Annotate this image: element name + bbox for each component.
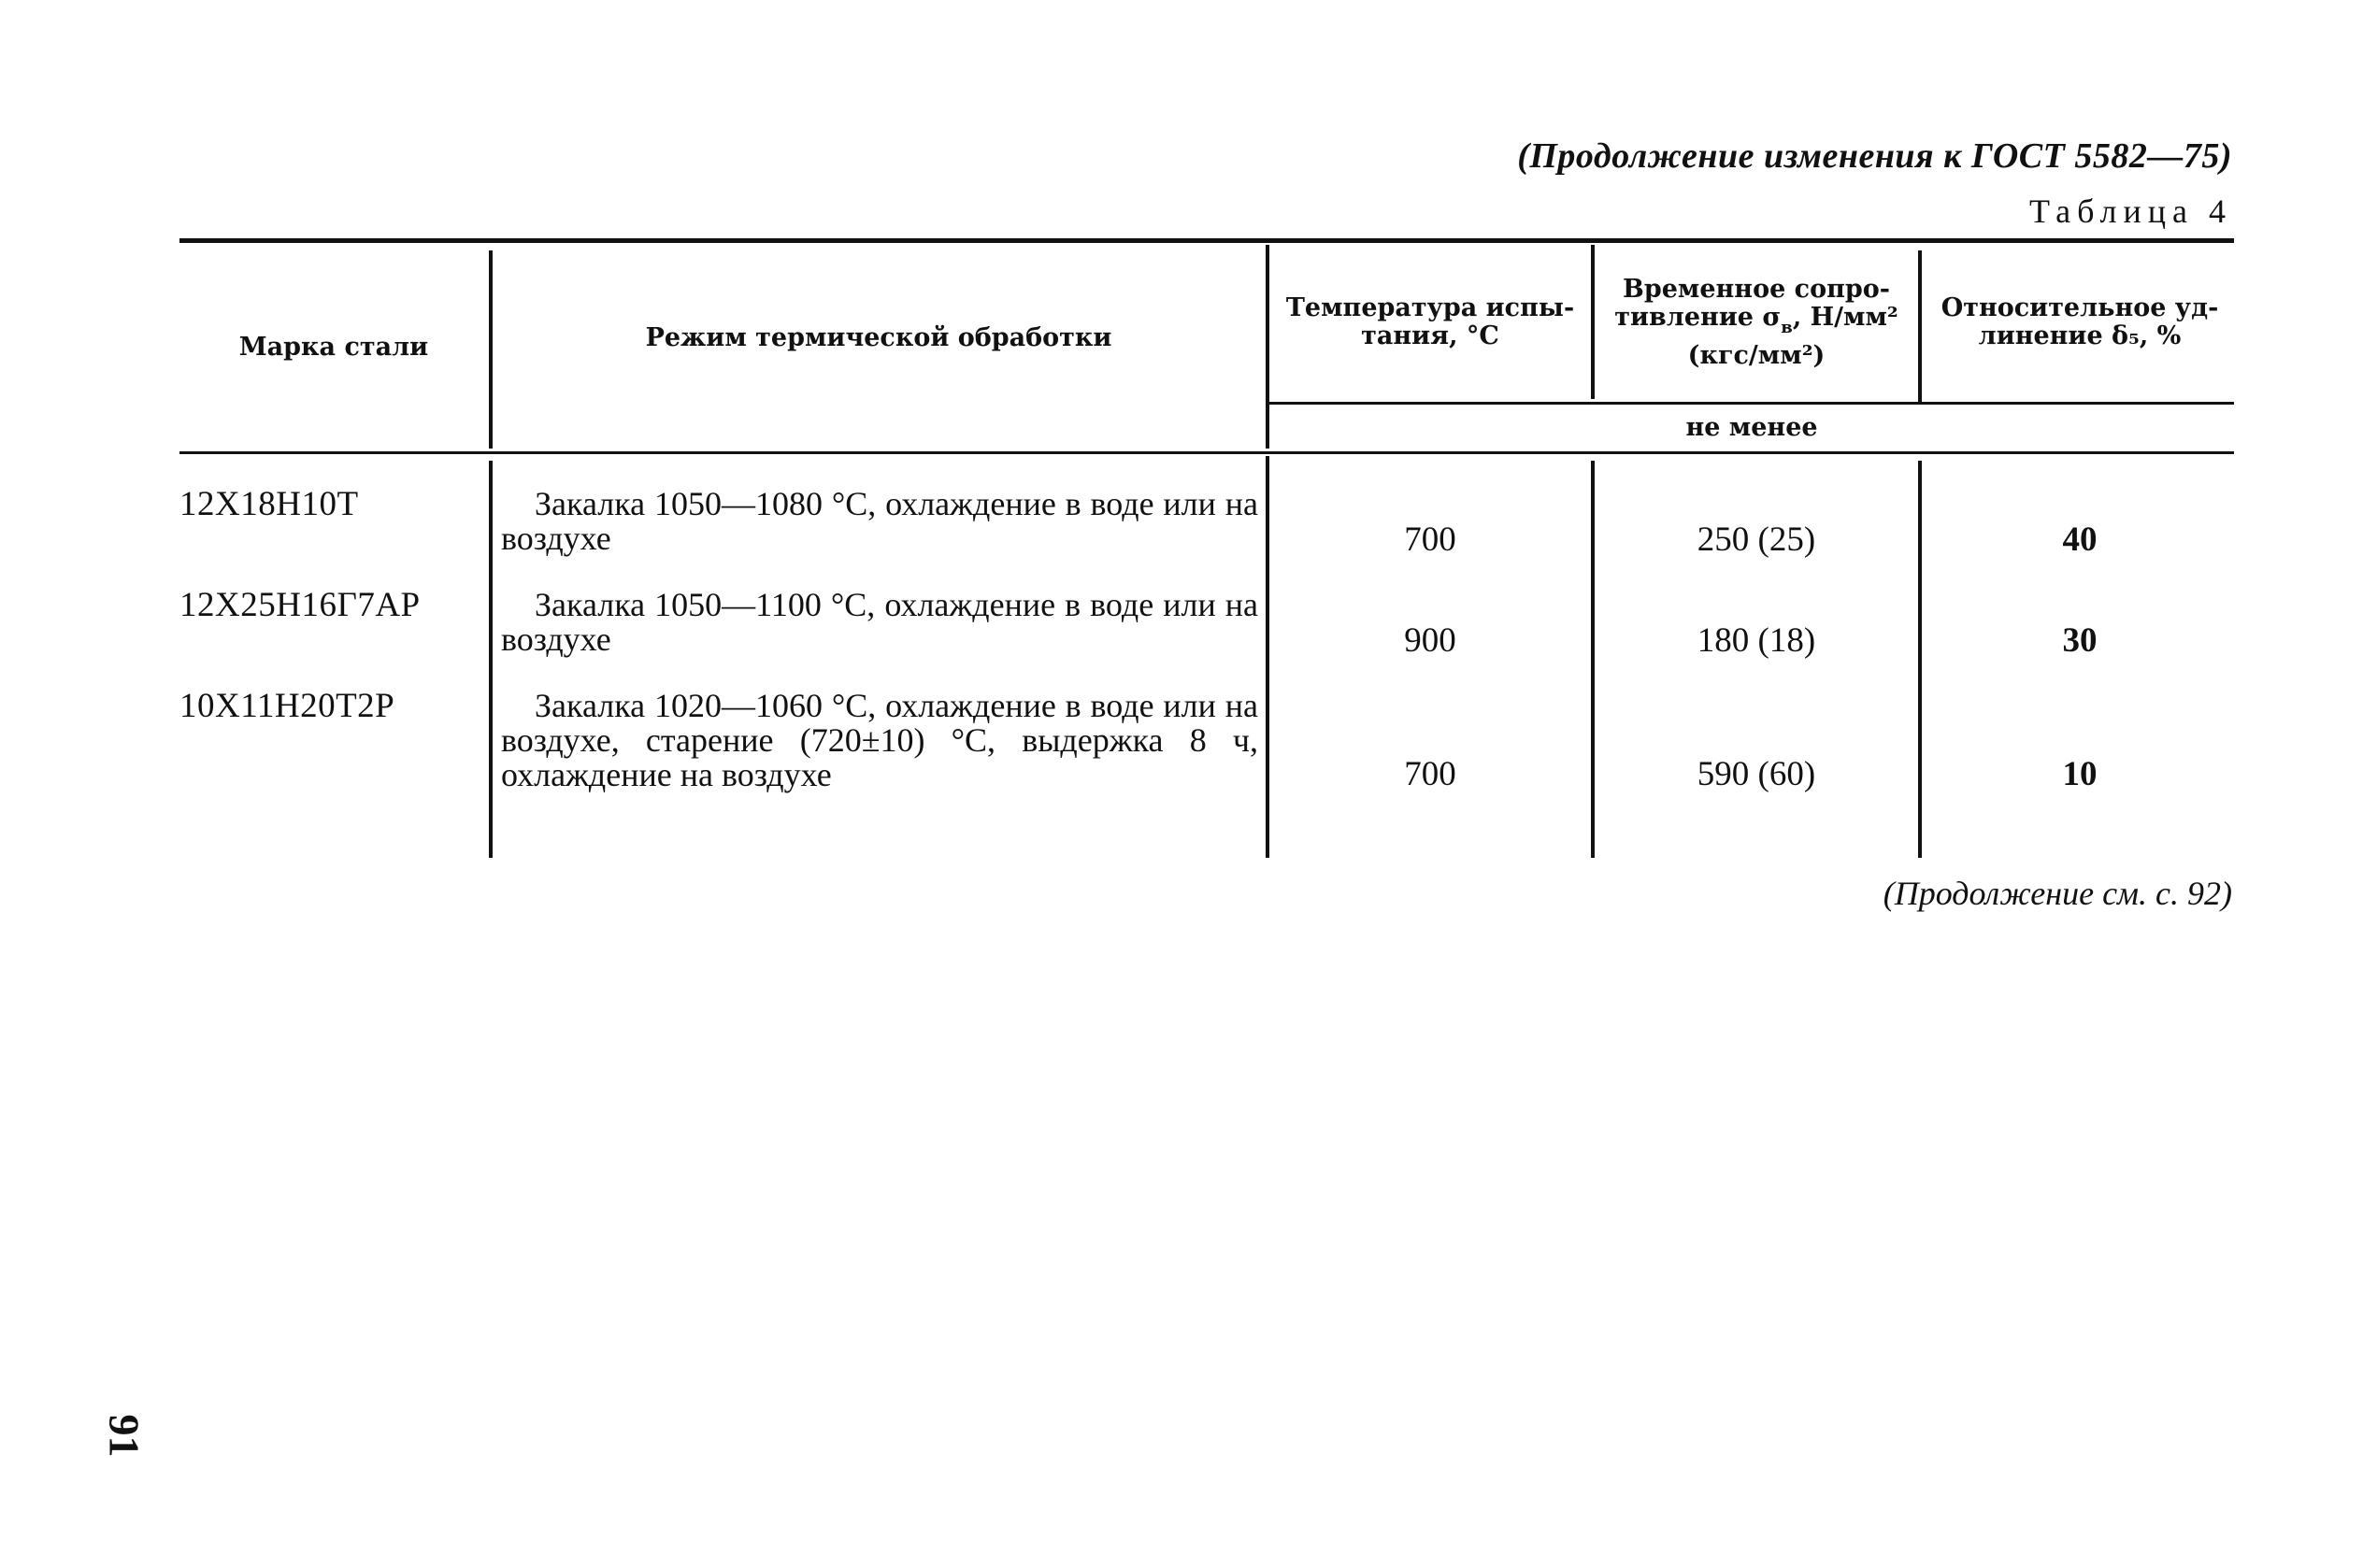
header-elongation: Относительное уд- линение δ₅, % bbox=[1941, 293, 2219, 350]
body-divider-4 bbox=[1918, 461, 1922, 858]
row-3-temp: 700 bbox=[1404, 755, 1456, 793]
header-bottom-rule bbox=[179, 451, 2234, 454]
header-mode: Режим термической обработки bbox=[645, 323, 1112, 352]
header-grade: Марка стали bbox=[238, 333, 429, 362]
subheader-rule bbox=[1269, 402, 2234, 405]
row-1-temp: 700 bbox=[1404, 520, 1456, 559]
row-2-strength: 180 (18) bbox=[1697, 621, 1816, 660]
body-divider-2 bbox=[1266, 456, 1269, 858]
col-divider-3 bbox=[1591, 245, 1595, 399]
page-number: 91 bbox=[100, 1414, 149, 1458]
continuation-note: (Продолжение изменения к ГОСТ 5582—75) bbox=[1517, 136, 2232, 176]
header-temp: Температура испы- тания, °С bbox=[1285, 293, 1575, 350]
row-2-elongation: 30 bbox=[2062, 621, 2098, 660]
row-2-mode: Закалка 1050—1100 °С, охлаждение в воде или на воздухе bbox=[501, 586, 1258, 658]
body-divider-1 bbox=[489, 461, 493, 858]
row-3-elongation: 10 bbox=[2062, 755, 2098, 793]
body-divider-3 bbox=[1591, 461, 1595, 858]
continuation-footer: (Продолжение см. с. 92) bbox=[1883, 875, 2232, 912]
subheader-min: не менее bbox=[1685, 413, 1818, 442]
table-label: Таблица 4 bbox=[2029, 192, 2232, 230]
row-2-temp: 900 bbox=[1404, 621, 1456, 660]
strength-sigma: тивление σ bbox=[1614, 302, 1782, 332]
row-2-grade: 12Х25Н16Г7АР bbox=[179, 586, 421, 624]
row-1-strength: 250 (25) bbox=[1697, 520, 1816, 559]
row-3-strength: 590 (60) bbox=[1697, 755, 1816, 793]
row-1-grade: 12Х18Н10Т bbox=[179, 485, 359, 523]
table-top-rule bbox=[179, 238, 2234, 243]
col-divider-4 bbox=[1918, 250, 1922, 402]
strength-units: , Н/мм² bbox=[1792, 302, 1898, 332]
row-3-mode: Закалка 1020—1060 °С, охлаждение в воде или на воздухе, старение (720±10) °С, выдержка 8 ч, охлаждение на воздухе bbox=[501, 687, 1258, 793]
row-1-mode: Закалка 1050—1080 °С, охлаждение в воде или на воздухе bbox=[501, 485, 1258, 557]
header-strength: Временное сопро- тивление $\sigma_в$, Н/мм² (кгс/мм²) bbox=[1614, 274, 1898, 370]
row-3-grade: 10Х11Н20Т2Р bbox=[179, 687, 395, 725]
row-1-elongation: 40 bbox=[2062, 520, 2098, 559]
col-divider-1 bbox=[489, 250, 493, 449]
strength-subscript: в bbox=[1781, 317, 1793, 337]
